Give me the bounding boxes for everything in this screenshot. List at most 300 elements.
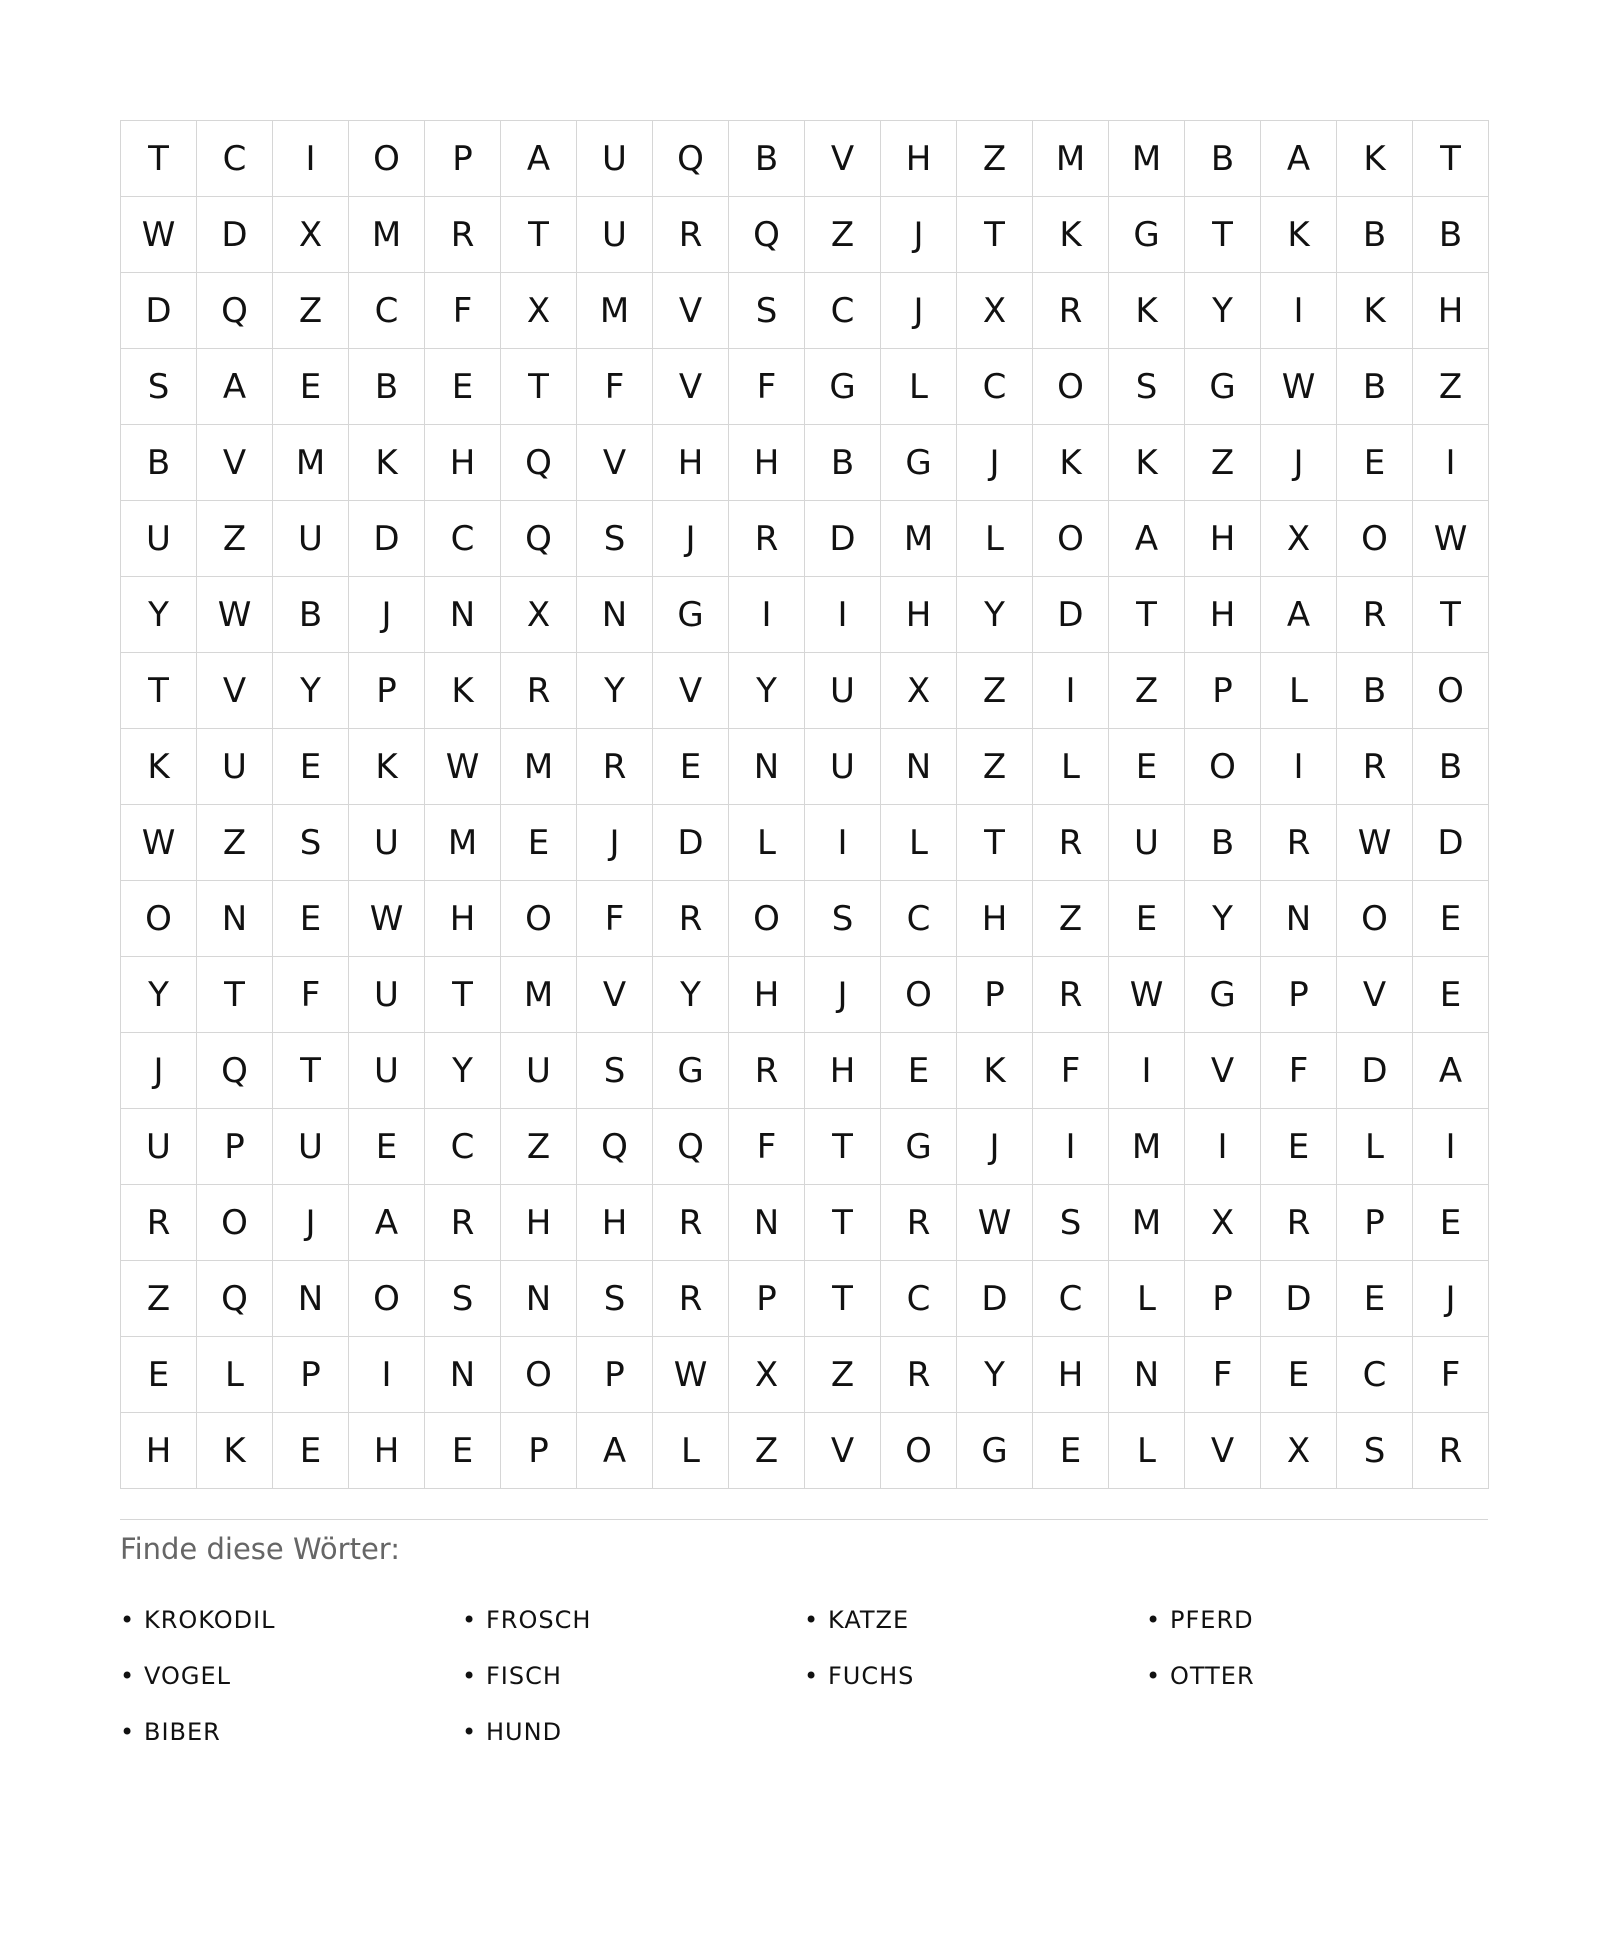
- grid-cell[interactable]: X: [957, 273, 1033, 349]
- grid-cell[interactable]: Q: [197, 1033, 273, 1109]
- grid-cell[interactable]: M: [273, 425, 349, 501]
- grid-cell[interactable]: Y: [273, 653, 349, 729]
- grid-cell[interactable]: Q: [501, 425, 577, 501]
- grid-cell[interactable]: M: [501, 729, 577, 805]
- grid-cell[interactable]: N: [729, 1185, 805, 1261]
- grid-cell[interactable]: H: [653, 425, 729, 501]
- grid-cell[interactable]: H: [881, 577, 957, 653]
- grid-cell[interactable]: B: [1337, 653, 1413, 729]
- grid-cell[interactable]: F: [1413, 1337, 1489, 1413]
- grid-cell[interactable]: J: [957, 425, 1033, 501]
- grid-cell[interactable]: Q: [197, 273, 273, 349]
- grid-cell[interactable]: D: [121, 273, 197, 349]
- grid-cell[interactable]: Y: [577, 653, 653, 729]
- grid-cell[interactable]: J: [805, 957, 881, 1033]
- grid-cell[interactable]: E: [273, 349, 349, 425]
- grid-cell[interactable]: H: [577, 1185, 653, 1261]
- grid-cell[interactable]: E: [425, 349, 501, 425]
- grid-cell[interactable]: H: [729, 425, 805, 501]
- grid-cell[interactable]: W: [121, 197, 197, 273]
- grid-cell[interactable]: M: [425, 805, 501, 881]
- grid-cell[interactable]: K: [1109, 425, 1185, 501]
- grid-cell[interactable]: P: [1185, 1261, 1261, 1337]
- grid-cell[interactable]: J: [1261, 425, 1337, 501]
- grid-cell[interactable]: I: [1261, 729, 1337, 805]
- grid-cell[interactable]: H: [349, 1413, 425, 1489]
- grid-cell[interactable]: U: [197, 729, 273, 805]
- grid-cell[interactable]: V: [1337, 957, 1413, 1033]
- grid-cell[interactable]: V: [653, 349, 729, 425]
- grid-cell[interactable]: Y: [425, 1033, 501, 1109]
- grid-cell[interactable]: W: [1413, 501, 1489, 577]
- grid-cell[interactable]: S: [273, 805, 349, 881]
- grid-cell[interactable]: B: [1413, 729, 1489, 805]
- grid-cell[interactable]: T: [121, 121, 197, 197]
- grid-cell[interactable]: N: [197, 881, 273, 957]
- grid-cell[interactable]: E: [1413, 881, 1489, 957]
- grid-cell[interactable]: Q: [577, 1109, 653, 1185]
- grid-cell[interactable]: M: [349, 197, 425, 273]
- grid-cell[interactable]: Q: [197, 1261, 273, 1337]
- grid-cell[interactable]: H: [805, 1033, 881, 1109]
- grid-cell[interactable]: I: [1413, 425, 1489, 501]
- grid-cell[interactable]: B: [729, 121, 805, 197]
- grid-cell[interactable]: K: [1337, 121, 1413, 197]
- grid-cell[interactable]: O: [349, 121, 425, 197]
- grid-cell[interactable]: R: [653, 881, 729, 957]
- grid-cell[interactable]: E: [1337, 1261, 1413, 1337]
- grid-cell[interactable]: J: [881, 273, 957, 349]
- grid-cell[interactable]: E: [1033, 1413, 1109, 1489]
- grid-cell[interactable]: H: [1033, 1337, 1109, 1413]
- grid-cell[interactable]: I: [1413, 1109, 1489, 1185]
- grid-cell[interactable]: G: [1185, 349, 1261, 425]
- grid-cell[interactable]: N: [273, 1261, 349, 1337]
- grid-cell[interactable]: Q: [653, 1109, 729, 1185]
- grid-cell[interactable]: T: [501, 349, 577, 425]
- grid-cell[interactable]: U: [273, 501, 349, 577]
- grid-cell[interactable]: Q: [729, 197, 805, 273]
- grid-cell[interactable]: L: [1261, 653, 1337, 729]
- grid-cell[interactable]: R: [653, 1261, 729, 1337]
- grid-cell[interactable]: K: [957, 1033, 1033, 1109]
- grid-cell[interactable]: G: [881, 425, 957, 501]
- grid-cell[interactable]: I: [805, 577, 881, 653]
- grid-cell[interactable]: V: [577, 425, 653, 501]
- grid-cell[interactable]: E: [1109, 729, 1185, 805]
- grid-cell[interactable]: O: [501, 881, 577, 957]
- grid-cell[interactable]: Q: [653, 121, 729, 197]
- grid-cell[interactable]: P: [349, 653, 425, 729]
- grid-cell[interactable]: C: [425, 501, 501, 577]
- grid-cell[interactable]: A: [1261, 577, 1337, 653]
- grid-cell[interactable]: M: [1109, 1109, 1185, 1185]
- grid-cell[interactable]: D: [653, 805, 729, 881]
- grid-cell[interactable]: L: [729, 805, 805, 881]
- grid-cell[interactable]: C: [425, 1109, 501, 1185]
- grid-cell[interactable]: R: [425, 1185, 501, 1261]
- grid-cell[interactable]: J: [121, 1033, 197, 1109]
- grid-cell[interactable]: D: [805, 501, 881, 577]
- grid-cell[interactable]: F: [1185, 1337, 1261, 1413]
- grid-cell[interactable]: S: [121, 349, 197, 425]
- grid-cell[interactable]: G: [653, 1033, 729, 1109]
- grid-cell[interactable]: Z: [957, 729, 1033, 805]
- grid-cell[interactable]: W: [425, 729, 501, 805]
- grid-cell[interactable]: U: [577, 121, 653, 197]
- grid-cell[interactable]: A: [577, 1413, 653, 1489]
- grid-cell[interactable]: O: [349, 1261, 425, 1337]
- grid-cell[interactable]: E: [1109, 881, 1185, 957]
- grid-cell[interactable]: N: [577, 577, 653, 653]
- grid-cell[interactable]: A: [501, 121, 577, 197]
- grid-cell[interactable]: R: [1033, 805, 1109, 881]
- grid-cell[interactable]: W: [349, 881, 425, 957]
- grid-cell[interactable]: N: [425, 577, 501, 653]
- grid-cell[interactable]: K: [1109, 273, 1185, 349]
- grid-cell[interactable]: V: [805, 1413, 881, 1489]
- grid-cell[interactable]: A: [1109, 501, 1185, 577]
- grid-cell[interactable]: A: [349, 1185, 425, 1261]
- grid-cell[interactable]: Z: [197, 805, 273, 881]
- grid-cell[interactable]: X: [1261, 1413, 1337, 1489]
- grid-cell[interactable]: U: [805, 653, 881, 729]
- grid-cell[interactable]: Y: [1185, 881, 1261, 957]
- grid-cell[interactable]: O: [881, 957, 957, 1033]
- grid-cell[interactable]: V: [1185, 1033, 1261, 1109]
- grid-cell[interactable]: S: [1337, 1413, 1413, 1489]
- grid-cell[interactable]: F: [273, 957, 349, 1033]
- grid-cell[interactable]: H: [729, 957, 805, 1033]
- grid-cell[interactable]: B: [805, 425, 881, 501]
- grid-cell[interactable]: G: [957, 1413, 1033, 1489]
- grid-cell[interactable]: Z: [957, 653, 1033, 729]
- grid-cell[interactable]: P: [577, 1337, 653, 1413]
- grid-cell[interactable]: X: [501, 273, 577, 349]
- grid-cell[interactable]: W: [1337, 805, 1413, 881]
- grid-cell[interactable]: P: [1261, 957, 1337, 1033]
- grid-cell[interactable]: Z: [273, 273, 349, 349]
- grid-cell[interactable]: T: [957, 805, 1033, 881]
- grid-cell[interactable]: P: [273, 1337, 349, 1413]
- grid-cell[interactable]: H: [881, 121, 957, 197]
- grid-cell[interactable]: O: [1033, 501, 1109, 577]
- grid-cell[interactable]: T: [805, 1109, 881, 1185]
- grid-cell[interactable]: Z: [805, 197, 881, 273]
- grid-cell[interactable]: X: [273, 197, 349, 273]
- grid-cell[interactable]: U: [349, 957, 425, 1033]
- grid-cell[interactable]: Y: [653, 957, 729, 1033]
- grid-cell[interactable]: H: [1413, 273, 1489, 349]
- grid-cell[interactable]: L: [1109, 1413, 1185, 1489]
- grid-cell[interactable]: E: [881, 1033, 957, 1109]
- grid-cell[interactable]: W: [1109, 957, 1185, 1033]
- grid-cell[interactable]: R: [881, 1337, 957, 1413]
- grid-cell[interactable]: J: [577, 805, 653, 881]
- grid-cell[interactable]: H: [121, 1413, 197, 1489]
- grid-cell[interactable]: M: [577, 273, 653, 349]
- grid-cell[interactable]: S: [577, 501, 653, 577]
- grid-cell[interactable]: T: [1413, 577, 1489, 653]
- grid-cell[interactable]: N: [501, 1261, 577, 1337]
- grid-cell[interactable]: Y: [957, 577, 1033, 653]
- grid-cell[interactable]: E: [653, 729, 729, 805]
- grid-cell[interactable]: J: [273, 1185, 349, 1261]
- grid-cell[interactable]: R: [1413, 1413, 1489, 1489]
- grid-cell[interactable]: B: [349, 349, 425, 425]
- grid-cell[interactable]: P: [1185, 653, 1261, 729]
- grid-cell[interactable]: Y: [1185, 273, 1261, 349]
- grid-cell[interactable]: N: [729, 729, 805, 805]
- grid-cell[interactable]: C: [957, 349, 1033, 425]
- grid-cell[interactable]: O: [197, 1185, 273, 1261]
- grid-cell[interactable]: K: [349, 729, 425, 805]
- grid-cell[interactable]: P: [729, 1261, 805, 1337]
- grid-cell[interactable]: T: [197, 957, 273, 1033]
- grid-cell[interactable]: B: [121, 425, 197, 501]
- grid-cell[interactable]: L: [1109, 1261, 1185, 1337]
- grid-cell[interactable]: S: [729, 273, 805, 349]
- grid-cell[interactable]: Y: [121, 577, 197, 653]
- grid-cell[interactable]: T: [425, 957, 501, 1033]
- grid-cell[interactable]: T: [273, 1033, 349, 1109]
- grid-cell[interactable]: Z: [1413, 349, 1489, 425]
- grid-cell[interactable]: T: [805, 1185, 881, 1261]
- grid-cell[interactable]: V: [805, 121, 881, 197]
- grid-cell[interactable]: L: [957, 501, 1033, 577]
- grid-cell[interactable]: E: [273, 1413, 349, 1489]
- grid-cell[interactable]: A: [197, 349, 273, 425]
- grid-cell[interactable]: Z: [501, 1109, 577, 1185]
- grid-cell[interactable]: H: [1185, 501, 1261, 577]
- grid-cell[interactable]: R: [1337, 577, 1413, 653]
- grid-cell[interactable]: C: [881, 881, 957, 957]
- grid-cell[interactable]: X: [1185, 1185, 1261, 1261]
- grid-cell[interactable]: Z: [1109, 653, 1185, 729]
- grid-cell[interactable]: J: [957, 1109, 1033, 1185]
- grid-cell[interactable]: F: [1261, 1033, 1337, 1109]
- grid-cell[interactable]: J: [881, 197, 957, 273]
- grid-cell[interactable]: L: [1033, 729, 1109, 805]
- grid-cell[interactable]: H: [425, 881, 501, 957]
- grid-cell[interactable]: T: [1109, 577, 1185, 653]
- grid-cell[interactable]: B: [1185, 805, 1261, 881]
- grid-cell[interactable]: Y: [729, 653, 805, 729]
- grid-cell[interactable]: G: [805, 349, 881, 425]
- grid-cell[interactable]: I: [1033, 1109, 1109, 1185]
- grid-cell[interactable]: T: [805, 1261, 881, 1337]
- grid-cell[interactable]: E: [1413, 1185, 1489, 1261]
- grid-cell[interactable]: H: [1185, 577, 1261, 653]
- grid-cell[interactable]: E: [425, 1413, 501, 1489]
- grid-cell[interactable]: L: [653, 1413, 729, 1489]
- grid-cell[interactable]: U: [1109, 805, 1185, 881]
- grid-cell[interactable]: F: [425, 273, 501, 349]
- grid-cell[interactable]: U: [121, 1109, 197, 1185]
- grid-cell[interactable]: W: [197, 577, 273, 653]
- grid-cell[interactable]: T: [1185, 197, 1261, 273]
- grid-cell[interactable]: Z: [805, 1337, 881, 1413]
- grid-cell[interactable]: O: [1337, 881, 1413, 957]
- grid-cell[interactable]: K: [121, 729, 197, 805]
- grid-cell[interactable]: M: [501, 957, 577, 1033]
- grid-cell[interactable]: J: [349, 577, 425, 653]
- grid-cell[interactable]: C: [805, 273, 881, 349]
- grid-cell[interactable]: B: [1337, 349, 1413, 425]
- grid-cell[interactable]: G: [1109, 197, 1185, 273]
- grid-cell[interactable]: D: [1261, 1261, 1337, 1337]
- grid-cell[interactable]: P: [425, 121, 501, 197]
- grid-cell[interactable]: V: [577, 957, 653, 1033]
- grid-cell[interactable]: E: [349, 1109, 425, 1185]
- grid-cell[interactable]: Y: [121, 957, 197, 1033]
- grid-cell[interactable]: H: [501, 1185, 577, 1261]
- grid-cell[interactable]: F: [577, 881, 653, 957]
- grid-cell[interactable]: C: [349, 273, 425, 349]
- grid-cell[interactable]: O: [1033, 349, 1109, 425]
- grid-cell[interactable]: Q: [501, 501, 577, 577]
- grid-cell[interactable]: K: [1337, 273, 1413, 349]
- grid-cell[interactable]: D: [349, 501, 425, 577]
- grid-cell[interactable]: D: [957, 1261, 1033, 1337]
- grid-cell[interactable]: C: [1337, 1337, 1413, 1413]
- grid-cell[interactable]: K: [197, 1413, 273, 1489]
- grid-cell[interactable]: R: [121, 1185, 197, 1261]
- grid-cell[interactable]: I: [1033, 653, 1109, 729]
- grid-cell[interactable]: C: [881, 1261, 957, 1337]
- grid-cell[interactable]: W: [653, 1337, 729, 1413]
- grid-cell[interactable]: A: [1261, 121, 1337, 197]
- grid-cell[interactable]: U: [577, 197, 653, 273]
- grid-cell[interactable]: K: [349, 425, 425, 501]
- grid-cell[interactable]: X: [729, 1337, 805, 1413]
- grid-cell[interactable]: O: [729, 881, 805, 957]
- grid-cell[interactable]: U: [349, 805, 425, 881]
- grid-cell[interactable]: V: [1185, 1413, 1261, 1489]
- grid-cell[interactable]: U: [805, 729, 881, 805]
- grid-cell[interactable]: Y: [957, 1337, 1033, 1413]
- grid-cell[interactable]: D: [197, 197, 273, 273]
- grid-cell[interactable]: N: [425, 1337, 501, 1413]
- grid-cell[interactable]: R: [653, 1185, 729, 1261]
- grid-cell[interactable]: O: [1185, 729, 1261, 805]
- grid-cell[interactable]: S: [577, 1033, 653, 1109]
- grid-cell[interactable]: R: [577, 729, 653, 805]
- grid-cell[interactable]: G: [1185, 957, 1261, 1033]
- grid-cell[interactable]: W: [957, 1185, 1033, 1261]
- grid-cell[interactable]: B: [1337, 197, 1413, 273]
- grid-cell[interactable]: R: [729, 1033, 805, 1109]
- grid-cell[interactable]: M: [1033, 121, 1109, 197]
- grid-cell[interactable]: Z: [957, 121, 1033, 197]
- grid-cell[interactable]: E: [1413, 957, 1489, 1033]
- grid-cell[interactable]: W: [1261, 349, 1337, 425]
- grid-cell[interactable]: X: [1261, 501, 1337, 577]
- grid-cell[interactable]: M: [1109, 121, 1185, 197]
- grid-cell[interactable]: P: [1337, 1185, 1413, 1261]
- grid-cell[interactable]: T: [1413, 121, 1489, 197]
- grid-cell[interactable]: P: [501, 1413, 577, 1489]
- grid-cell[interactable]: D: [1413, 805, 1489, 881]
- grid-cell[interactable]: I: [349, 1337, 425, 1413]
- grid-cell[interactable]: I: [273, 121, 349, 197]
- grid-cell[interactable]: N: [1109, 1337, 1185, 1413]
- grid-cell[interactable]: M: [1109, 1185, 1185, 1261]
- grid-cell[interactable]: E: [273, 729, 349, 805]
- grid-cell[interactable]: K: [1033, 197, 1109, 273]
- grid-cell[interactable]: F: [729, 349, 805, 425]
- grid-cell[interactable]: O: [121, 881, 197, 957]
- grid-cell[interactable]: H: [957, 881, 1033, 957]
- grid-cell[interactable]: Z: [121, 1261, 197, 1337]
- grid-cell[interactable]: H: [425, 425, 501, 501]
- grid-cell[interactable]: E: [1261, 1337, 1337, 1413]
- grid-cell[interactable]: W: [121, 805, 197, 881]
- grid-cell[interactable]: R: [501, 653, 577, 729]
- grid-cell[interactable]: F: [577, 349, 653, 425]
- grid-cell[interactable]: O: [1337, 501, 1413, 577]
- grid-cell[interactable]: U: [501, 1033, 577, 1109]
- grid-cell[interactable]: E: [273, 881, 349, 957]
- grid-cell[interactable]: O: [501, 1337, 577, 1413]
- grid-cell[interactable]: L: [881, 805, 957, 881]
- grid-cell[interactable]: X: [881, 653, 957, 729]
- grid-cell[interactable]: R: [729, 501, 805, 577]
- grid-cell[interactable]: M: [881, 501, 957, 577]
- grid-cell[interactable]: D: [1337, 1033, 1413, 1109]
- grid-cell[interactable]: C: [1033, 1261, 1109, 1337]
- grid-cell[interactable]: F: [729, 1109, 805, 1185]
- grid-cell[interactable]: S: [1109, 349, 1185, 425]
- grid-cell[interactable]: V: [653, 653, 729, 729]
- grid-cell[interactable]: I: [1185, 1109, 1261, 1185]
- grid-cell[interactable]: T: [501, 197, 577, 273]
- grid-cell[interactable]: J: [1413, 1261, 1489, 1337]
- grid-cell[interactable]: X: [501, 577, 577, 653]
- grid-cell[interactable]: C: [197, 121, 273, 197]
- grid-cell[interactable]: Z: [729, 1413, 805, 1489]
- grid-cell[interactable]: D: [1033, 577, 1109, 653]
- grid-cell[interactable]: O: [1413, 653, 1489, 729]
- grid-cell[interactable]: A: [1413, 1033, 1489, 1109]
- grid-cell[interactable]: U: [121, 501, 197, 577]
- grid-cell[interactable]: B: [1185, 121, 1261, 197]
- grid-cell[interactable]: S: [425, 1261, 501, 1337]
- grid-cell[interactable]: R: [425, 197, 501, 273]
- grid-cell[interactable]: B: [273, 577, 349, 653]
- grid-cell[interactable]: B: [1413, 197, 1489, 273]
- grid-cell[interactable]: V: [653, 273, 729, 349]
- grid-cell[interactable]: Z: [1185, 425, 1261, 501]
- grid-cell[interactable]: R: [1033, 957, 1109, 1033]
- grid-cell[interactable]: R: [1337, 729, 1413, 805]
- grid-cell[interactable]: V: [197, 425, 273, 501]
- grid-cell[interactable]: L: [1337, 1109, 1413, 1185]
- grid-cell[interactable]: P: [957, 957, 1033, 1033]
- grid-cell[interactable]: Z: [197, 501, 273, 577]
- grid-cell[interactable]: I: [805, 805, 881, 881]
- grid-cell[interactable]: O: [881, 1413, 957, 1489]
- grid-cell[interactable]: I: [1261, 273, 1337, 349]
- grid-cell[interactable]: E: [121, 1337, 197, 1413]
- grid-cell[interactable]: R: [881, 1185, 957, 1261]
- grid-cell[interactable]: E: [1261, 1109, 1337, 1185]
- grid-cell[interactable]: S: [577, 1261, 653, 1337]
- grid-cell[interactable]: T: [957, 197, 1033, 273]
- grid-cell[interactable]: R: [1261, 1185, 1337, 1261]
- grid-cell[interactable]: G: [881, 1109, 957, 1185]
- grid-cell[interactable]: L: [197, 1337, 273, 1413]
